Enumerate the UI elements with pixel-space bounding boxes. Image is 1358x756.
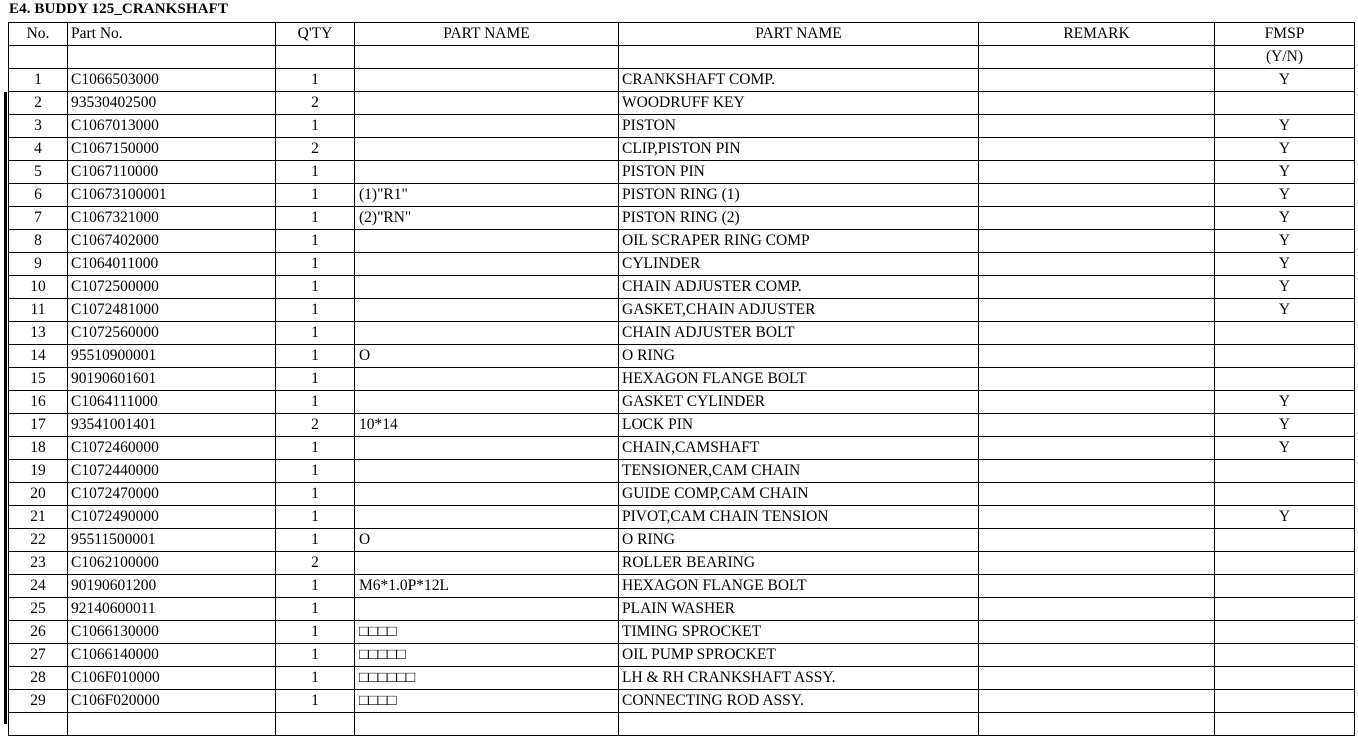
cell-qty: 1 <box>276 69 355 92</box>
cell-remark <box>979 391 1215 414</box>
table-row <box>9 414 1355 437</box>
cell-spec <box>355 115 619 138</box>
cell-fmsp <box>1215 460 1355 483</box>
cell-fmsp: Y <box>1215 161 1355 184</box>
cell-no: 14 <box>9 345 68 368</box>
cell-part-name: PISTON RING (2) <box>619 207 979 230</box>
table-row <box>9 115 1355 138</box>
cell-qty: 1 <box>276 368 355 391</box>
cell-spec: (1)"R1" <box>355 184 619 207</box>
cell-remark <box>979 690 1215 713</box>
cell-part-name: LH & RH CRANKSHAFT ASSY. <box>619 667 979 690</box>
cell-qty: 1 <box>276 529 355 552</box>
cell-part-no: C106F020000 <box>68 690 276 713</box>
cell-qty: 1 <box>276 437 355 460</box>
cell-spec <box>355 322 619 345</box>
cell-remark <box>979 621 1215 644</box>
cell-part-no: C1072490000 <box>68 506 276 529</box>
cell-part-no: C1066130000 <box>68 621 276 644</box>
cell-spec: (2)"RN" <box>355 207 619 230</box>
header-part-no: Part No. <box>68 23 276 46</box>
cell-part-name: TENSIONER,CAM CHAIN <box>619 460 979 483</box>
cell-spec <box>355 138 619 161</box>
table-row <box>9 506 1355 529</box>
cell-part-no: C1072481000 <box>68 299 276 322</box>
cell-fmsp <box>1215 322 1355 345</box>
table-row <box>9 161 1355 184</box>
cell-fmsp <box>1215 552 1355 575</box>
cell-spec <box>355 368 619 391</box>
cell-spec <box>355 276 619 299</box>
header-no: No. <box>9 23 68 46</box>
header-qty: Q'TY <box>276 23 355 46</box>
table-row <box>9 69 1355 92</box>
cell-remark <box>979 437 1215 460</box>
header-sub-cell <box>9 46 68 69</box>
cell-remark <box>979 483 1215 506</box>
cell-spec <box>355 483 619 506</box>
cell-part-no: 90190601601 <box>68 368 276 391</box>
cell-remark <box>979 299 1215 322</box>
cell-part-no: C1072460000 <box>68 437 276 460</box>
table-row <box>9 230 1355 253</box>
cell-part-name: GUIDE COMP,CAM CHAIN <box>619 483 979 506</box>
cell-no: 5 <box>9 161 68 184</box>
cell-part-name: O RING <box>619 345 979 368</box>
page-title: E4. BUDDY 125_CRANKSHAFT <box>9 1 228 17</box>
table-row <box>9 92 1355 115</box>
cell-remark <box>979 207 1215 230</box>
cell-remark <box>979 598 1215 621</box>
header-sub-cell <box>276 46 355 69</box>
empty-cell <box>68 713 276 736</box>
cell-part-no: 95510900001 <box>68 345 276 368</box>
cell-spec <box>355 598 619 621</box>
cell-no: 25 <box>9 598 68 621</box>
cell-no: 11 <box>9 299 68 322</box>
cell-part-no: 90190601200 <box>68 575 276 598</box>
cell-remark <box>979 115 1215 138</box>
table-row <box>9 276 1355 299</box>
cell-remark <box>979 92 1215 115</box>
cell-no: 7 <box>9 207 68 230</box>
cell-part-name: O RING <box>619 529 979 552</box>
cell-qty: 1 <box>276 644 355 667</box>
cell-no: 6 <box>9 184 68 207</box>
cell-no: 2 <box>9 92 68 115</box>
cell-spec <box>355 460 619 483</box>
cell-spec <box>355 69 619 92</box>
cell-part-no: C1067110000 <box>68 161 276 184</box>
cell-part-name: GASKET CYLINDER <box>619 391 979 414</box>
cell-part-name: CRANKSHAFT COMP. <box>619 69 979 92</box>
cell-part-name: CONNECTING ROD ASSY. <box>619 690 979 713</box>
cell-part-name: CHAIN,CAMSHAFT <box>619 437 979 460</box>
revision-bar <box>4 92 7 724</box>
cell-fmsp <box>1215 483 1355 506</box>
table-row <box>9 575 1355 598</box>
cell-spec: M6*1.0P*12L <box>355 575 619 598</box>
cell-part-name: PIVOT,CAM CHAIN TENSION <box>619 506 979 529</box>
cell-qty: 2 <box>276 92 355 115</box>
cell-spec <box>355 92 619 115</box>
cell-remark <box>979 552 1215 575</box>
table-row <box>9 598 1355 621</box>
cell-no: 23 <box>9 552 68 575</box>
empty-cell <box>619 713 979 736</box>
cell-remark <box>979 345 1215 368</box>
cell-part-no: C1064011000 <box>68 253 276 276</box>
empty-cell <box>276 713 355 736</box>
cell-fmsp <box>1215 575 1355 598</box>
cell-spec <box>355 253 619 276</box>
cell-fmsp: Y <box>1215 253 1355 276</box>
cell-remark <box>979 184 1215 207</box>
cell-spec <box>355 230 619 253</box>
table-row <box>9 667 1355 690</box>
header-sub-cell <box>355 46 619 69</box>
cell-part-no: C1072560000 <box>68 322 276 345</box>
cell-remark <box>979 529 1215 552</box>
cell-part-no: C1066503000 <box>68 69 276 92</box>
cell-part-name: WOODRUFF KEY <box>619 92 979 115</box>
cell-fmsp: Y <box>1215 276 1355 299</box>
cell-fmsp: Y <box>1215 230 1355 253</box>
cell-spec <box>355 552 619 575</box>
cell-fmsp <box>1215 345 1355 368</box>
cell-fmsp <box>1215 621 1355 644</box>
cell-no: 24 <box>9 575 68 598</box>
cell-part-no: 93541001401 <box>68 414 276 437</box>
cell-remark <box>979 644 1215 667</box>
cell-spec: O <box>355 529 619 552</box>
cell-part-no: C1072440000 <box>68 460 276 483</box>
cell-remark <box>979 253 1215 276</box>
cell-part-no: C1067150000 <box>68 138 276 161</box>
cell-fmsp <box>1215 368 1355 391</box>
cell-fmsp <box>1215 644 1355 667</box>
cell-qty: 1 <box>276 621 355 644</box>
cell-no: 4 <box>9 138 68 161</box>
cell-qty: 1 <box>276 575 355 598</box>
cell-part-no: C1072500000 <box>68 276 276 299</box>
cell-qty: 1 <box>276 598 355 621</box>
cell-part-name: HEXAGON FLANGE BOLT <box>619 368 979 391</box>
cell-spec <box>355 506 619 529</box>
cell-qty: 1 <box>276 161 355 184</box>
cell-qty: 1 <box>276 667 355 690</box>
cell-part-name: OIL PUMP SPROCKET <box>619 644 979 667</box>
table-row <box>9 345 1355 368</box>
cell-part-name: CHAIN ADJUSTER COMP. <box>619 276 979 299</box>
cell-part-name: PISTON PIN <box>619 161 979 184</box>
cell-spec <box>355 437 619 460</box>
table-row <box>9 184 1355 207</box>
cell-part-no: C1072470000 <box>68 483 276 506</box>
table-row <box>9 138 1355 161</box>
empty-cell <box>979 713 1215 736</box>
empty-cell <box>9 713 68 736</box>
cell-fmsp: Y <box>1215 115 1355 138</box>
cell-part-name: CYLINDER <box>619 253 979 276</box>
cell-fmsp <box>1215 92 1355 115</box>
table-row <box>9 621 1355 644</box>
cell-qty: 1 <box>276 690 355 713</box>
empty-cell <box>355 713 619 736</box>
cell-qty: 1 <box>276 322 355 345</box>
cell-remark <box>979 276 1215 299</box>
cell-no: 26 <box>9 621 68 644</box>
table-row <box>9 483 1355 506</box>
cell-qty: 1 <box>276 345 355 368</box>
cell-remark <box>979 138 1215 161</box>
header-subrow <box>9 46 1355 69</box>
cell-no: 10 <box>9 276 68 299</box>
cell-fmsp: Y <box>1215 391 1355 414</box>
cell-no: 22 <box>9 529 68 552</box>
cell-spec: □□□□□ <box>355 644 619 667</box>
cell-part-no: C1066140000 <box>68 644 276 667</box>
cell-part-name: TIMING SPROCKET <box>619 621 979 644</box>
cell-remark <box>979 506 1215 529</box>
cell-part-name: OIL SCRAPER RING COMP <box>619 230 979 253</box>
cell-part-no: C1064111000 <box>68 391 276 414</box>
table-row <box>9 529 1355 552</box>
cell-qty: 1 <box>276 276 355 299</box>
header-sub-cell <box>68 46 276 69</box>
cell-part-name: PISTON RING (1) <box>619 184 979 207</box>
cell-part-no: C1062100000 <box>68 552 276 575</box>
table-row <box>9 552 1355 575</box>
cell-spec: □□□□ <box>355 690 619 713</box>
cell-no: 21 <box>9 506 68 529</box>
header-remark: REMARK <box>979 23 1215 46</box>
cell-part-no: C1067321000 <box>68 207 276 230</box>
cell-no: 20 <box>9 483 68 506</box>
cell-no: 19 <box>9 460 68 483</box>
cell-remark <box>979 69 1215 92</box>
table-row <box>9 322 1355 345</box>
header-sub-cell <box>979 46 1215 69</box>
cell-part-no: C10673100001 <box>68 184 276 207</box>
cell-part-name: CLIP,PISTON PIN <box>619 138 979 161</box>
cell-part-no: C1067013000 <box>68 115 276 138</box>
cell-no: 17 <box>9 414 68 437</box>
cell-spec: □□□□□□ <box>355 667 619 690</box>
cell-spec <box>355 299 619 322</box>
cell-no: 1 <box>9 69 68 92</box>
table-row <box>9 368 1355 391</box>
header-row <box>9 23 1355 46</box>
cell-part-name: PISTON <box>619 115 979 138</box>
header-part-name: PART NAME <box>619 23 979 46</box>
cell-fmsp: Y <box>1215 69 1355 92</box>
cell-part-no: 92140600011 <box>68 598 276 621</box>
cell-fmsp: Y <box>1215 437 1355 460</box>
cell-no: 29 <box>9 690 68 713</box>
cell-fmsp: Y <box>1215 414 1355 437</box>
cell-remark <box>979 575 1215 598</box>
cell-no: 8 <box>9 230 68 253</box>
cell-fmsp <box>1215 598 1355 621</box>
table-row <box>9 299 1355 322</box>
header-sub-cell <box>619 46 979 69</box>
cell-spec: O <box>355 345 619 368</box>
cell-fmsp: Y <box>1215 207 1355 230</box>
cell-fmsp <box>1215 529 1355 552</box>
cell-spec <box>355 161 619 184</box>
cell-remark <box>979 161 1215 184</box>
cell-part-name: LOCK PIN <box>619 414 979 437</box>
cell-remark <box>979 230 1215 253</box>
header-fmsp-sub: (Y/N) <box>1215 46 1355 69</box>
cell-qty: 1 <box>276 253 355 276</box>
cell-no: 3 <box>9 115 68 138</box>
cell-qty: 1 <box>276 230 355 253</box>
cell-spec: □□□□ <box>355 621 619 644</box>
cell-qty: 2 <box>276 552 355 575</box>
table-row <box>9 460 1355 483</box>
cell-fmsp: Y <box>1215 299 1355 322</box>
cell-spec <box>355 391 619 414</box>
cell-no: 15 <box>9 368 68 391</box>
table-row <box>9 437 1355 460</box>
cell-qty: 1 <box>276 460 355 483</box>
cell-qty: 1 <box>276 299 355 322</box>
empty-cell <box>1215 713 1355 736</box>
cell-remark <box>979 460 1215 483</box>
cell-remark <box>979 368 1215 391</box>
cell-fmsp <box>1215 690 1355 713</box>
cell-qty: 1 <box>276 115 355 138</box>
cell-fmsp: Y <box>1215 506 1355 529</box>
cell-remark <box>979 322 1215 345</box>
cell-part-no: C1067402000 <box>68 230 276 253</box>
cell-no: 28 <box>9 667 68 690</box>
cell-fmsp <box>1215 667 1355 690</box>
cell-qty: 1 <box>276 207 355 230</box>
cell-fmsp: Y <box>1215 184 1355 207</box>
cell-part-name: ROLLER BEARING <box>619 552 979 575</box>
cell-qty: 2 <box>276 138 355 161</box>
parts-table <box>8 22 1355 736</box>
cell-part-name: GASKET,CHAIN ADJUSTER <box>619 299 979 322</box>
cell-no: 9 <box>9 253 68 276</box>
table-row <box>9 690 1355 713</box>
table-row <box>9 391 1355 414</box>
cell-fmsp: Y <box>1215 138 1355 161</box>
cell-part-no: 93530402500 <box>68 92 276 115</box>
table-row <box>9 207 1355 230</box>
cell-part-no: 95511500001 <box>68 529 276 552</box>
table-row-empty <box>9 713 1355 736</box>
cell-part-name: HEXAGON FLANGE BOLT <box>619 575 979 598</box>
cell-qty: 2 <box>276 414 355 437</box>
cell-remark <box>979 667 1215 690</box>
cell-part-name: CHAIN ADJUSTER BOLT <box>619 322 979 345</box>
header-part-name-local: PART NAME <box>355 23 619 46</box>
cell-spec: 10*14 <box>355 414 619 437</box>
cell-qty: 1 <box>276 391 355 414</box>
table-row <box>9 644 1355 667</box>
cell-no: 18 <box>9 437 68 460</box>
cell-part-no: C106F010000 <box>68 667 276 690</box>
cell-no: 27 <box>9 644 68 667</box>
cell-part-name: PLAIN WASHER <box>619 598 979 621</box>
cell-qty: 1 <box>276 483 355 506</box>
cell-remark <box>979 414 1215 437</box>
header-fmsp: FMSP <box>1215 23 1355 46</box>
table-row <box>9 253 1355 276</box>
cell-no: 13 <box>9 322 68 345</box>
cell-qty: 1 <box>276 184 355 207</box>
cell-no: 16 <box>9 391 68 414</box>
cell-qty: 1 <box>276 506 355 529</box>
